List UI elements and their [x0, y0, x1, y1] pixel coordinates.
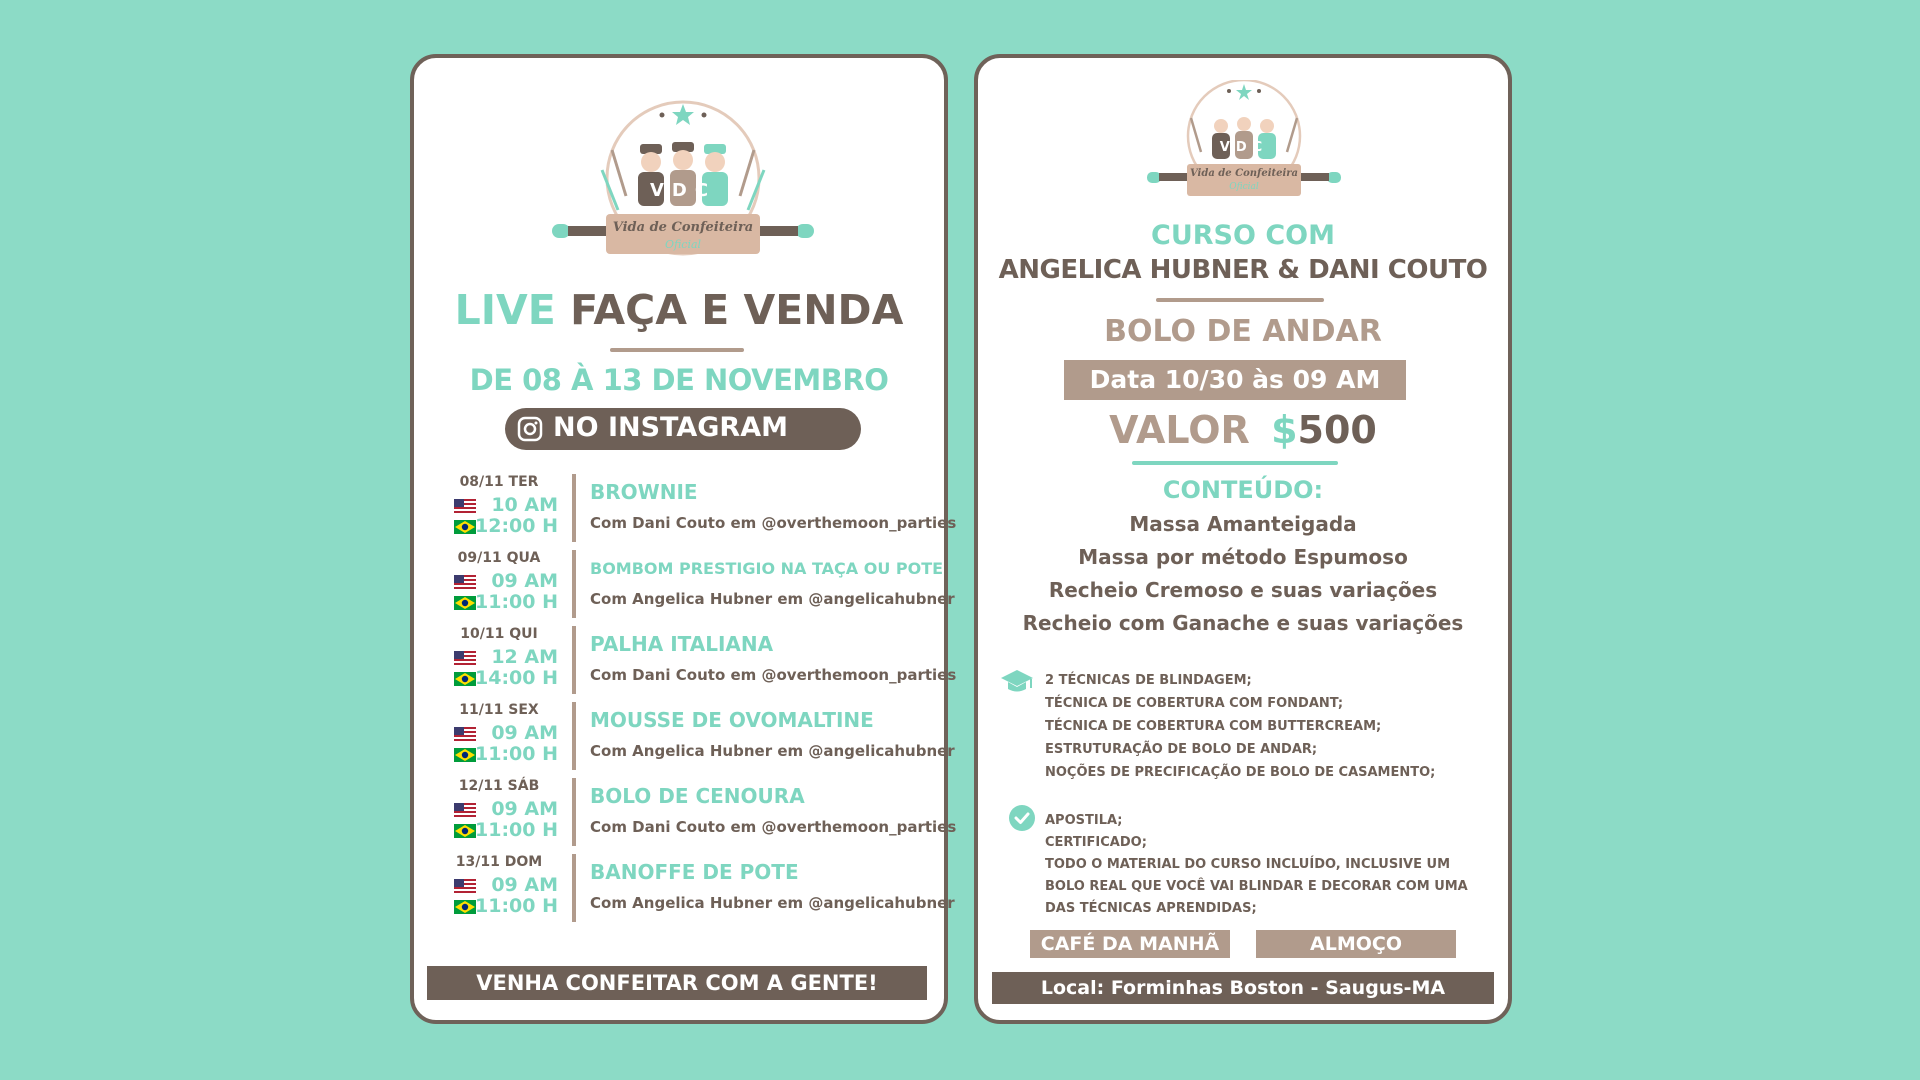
schedule-row: [434, 854, 955, 924]
meal-lunch-badge: ALMOÇO: [1256, 930, 1456, 958]
logo-brand-text: Vida de Confeiteira: [1189, 168, 1299, 179]
us-time-line: [454, 874, 564, 896]
live-title-live: LIVE: [454, 286, 556, 334]
us-time: 10 AM: [491, 494, 558, 516]
graduation-cap-icon: [1000, 668, 1034, 698]
us-time-line: [454, 798, 564, 820]
us-time-line: [454, 646, 564, 668]
schedule-row: [434, 778, 957, 848]
us-time: 09 AM: [491, 874, 558, 896]
course-name: BOLO DE ANDAR: [1104, 314, 1382, 349]
instagram-icon: [517, 416, 543, 446]
include-item: CERTIFICADO;: [1045, 835, 1147, 850]
br-time: 11:00 H: [475, 743, 558, 765]
schedule-date: 10/11 QUI: [460, 626, 538, 642]
class-title: MOUSSE DE OVOMALTINE: [590, 708, 874, 732]
class-title: BROWNIE: [590, 480, 698, 504]
meal-breakfast-badge: CAFÉ DA MANHÃ: [1030, 930, 1230, 958]
schedule-divider: [572, 702, 576, 770]
us-time-line: [454, 722, 564, 744]
technique-item: TÉCNICA DE COBERTURA COM BUTTERCREAM;: [1045, 719, 1382, 734]
br-flag-icon: [454, 747, 476, 761]
techniques-list: [1045, 669, 1435, 784]
br-flag-icon: [454, 823, 476, 837]
us-flag-icon: [454, 574, 476, 588]
schedule-row: [434, 474, 957, 544]
us-time: 12 AM: [491, 646, 558, 668]
schedule-date: 11/11 SEX: [459, 702, 539, 718]
technique-item: TÉCNICA DE COBERTURA COM FONDANT;: [1045, 696, 1344, 711]
content-item: Massa por método Espumoso: [1078, 545, 1408, 569]
us-time: 09 AM: [491, 798, 558, 820]
technique-item: 2 TÉCNICAS DE BLINDAGEM;: [1045, 673, 1252, 688]
br-time-line: [454, 591, 564, 613]
us-time-line: [454, 494, 564, 516]
us-flag-icon: [454, 498, 476, 512]
includes-list: [1045, 810, 1468, 920]
schedule-date: 12/11 SÁB: [458, 778, 540, 794]
instagram-label: NO INSTAGRAM: [553, 412, 788, 443]
br-time: 12:00 H: [475, 515, 558, 537]
brand-logo: [1147, 80, 1341, 200]
include-item: BOLO REAL QUE VOCÊ VAI BLINDAR E DECORAR COM UMA: [1045, 879, 1468, 894]
price-currency: $: [1271, 408, 1298, 452]
course-date-badge: Data 10/30 às 09 AM: [1064, 360, 1406, 400]
content-item: Massa Amanteigada: [1129, 512, 1357, 536]
left-footer-banner: VENHA CONFEITAR COM A GENTE!: [427, 966, 927, 1000]
schedule-date: 13/11 DOM: [455, 854, 543, 870]
technique-item: NOÇÕES DE PRECIFICAÇÃO DE BOLO DE CASAMENTO;: [1045, 765, 1436, 780]
br-time-line: [454, 743, 564, 765]
schedule-date: 08/11 TER: [459, 474, 539, 490]
brand-logo: [552, 100, 814, 260]
live-flyer-card: [410, 54, 957, 1024]
include-item: TODO O MATERIAL DO CURSO INCLUÍDO, INCLUSIVE UM: [1045, 857, 1451, 872]
us-time: 09 AM: [491, 570, 558, 592]
check-circle-icon: [1008, 804, 1036, 836]
logo-initials: VDC: [1219, 140, 1269, 155]
class-host: Com Angelica Hubner em @angelicahubner: [590, 742, 955, 760]
price-line: [978, 408, 1508, 452]
us-flag-icon: [454, 726, 476, 740]
content-heading: CONTEÚDO:: [1162, 476, 1324, 504]
content-list: [978, 508, 1508, 640]
technique-item: ESTRUTURAÇÃO DE BOLO DE ANDAR;: [1045, 742, 1318, 757]
logo-initials: VDC: [649, 180, 717, 201]
br-time: 11:00 H: [475, 819, 558, 841]
title-divider: [610, 348, 744, 352]
schedule-divider: [572, 854, 576, 922]
class-host: Com Dani Couto em @overthemoon_parties: [590, 818, 957, 836]
class-title: BOLO DE CENOURA: [590, 784, 805, 808]
logo-sub-text: Oficial: [664, 238, 702, 251]
br-flag-icon: [454, 671, 476, 685]
schedule-date: 09/11 QUA: [457, 550, 541, 566]
schedule-divider: [572, 626, 576, 694]
us-time-line: [454, 570, 564, 592]
class-host: Com Dani Couto em @overthemoon_parties: [590, 514, 957, 532]
schedule-row: [434, 550, 955, 620]
br-time-line: [454, 667, 564, 689]
instagram-pill[interactable]: [505, 408, 861, 450]
us-flag-icon: [454, 802, 476, 816]
class-title: BANOFFE DE POTE: [590, 860, 799, 884]
curso-com-label: CURSO COM: [1151, 220, 1335, 251]
us-time: 09 AM: [491, 722, 558, 744]
schedule-divider: [572, 550, 576, 618]
content-item: Recheio com Ganache e suas variações: [1022, 611, 1464, 635]
schedule-row: [434, 626, 957, 696]
br-time-line: [454, 819, 564, 841]
class-title: PALHA ITALIANA: [590, 632, 774, 656]
br-time-line: [454, 515, 564, 537]
class-title: BOMBOM PRESTIGIO NA TAÇA OU POTE: [590, 559, 944, 578]
price-divider: [1132, 461, 1338, 465]
price-amount: 500: [1297, 408, 1377, 452]
course-flyer-card: [974, 54, 1512, 1024]
include-item: APOSTILA;: [1045, 813, 1123, 828]
br-time-line: [454, 895, 564, 917]
class-host: Com Angelica Hubner em @angelicahubner: [590, 590, 955, 608]
live-title-rest: FAÇA E VENDA: [570, 286, 904, 334]
price-label: VALOR: [1109, 408, 1250, 452]
br-time: 11:00 H: [475, 591, 558, 613]
br-time: 11:00 H: [475, 895, 558, 917]
schedule-divider: [572, 778, 576, 846]
live-title: [414, 286, 944, 334]
us-flag-icon: [454, 878, 476, 892]
instructors-heading: ANGELICA HUBNER & DANI COUTO: [998, 255, 1488, 285]
br-flag-icon: [454, 899, 476, 913]
logo-sub-text: Oficial: [1229, 182, 1259, 192]
content-item: Recheio Cremoso e suas variações: [1048, 578, 1438, 602]
class-host: Com Angelica Hubner em @angelicahubner: [590, 894, 955, 912]
class-host: Com Dani Couto em @overthemoon_parties: [590, 666, 957, 684]
br-time: 14:00 H: [475, 667, 558, 689]
schedule-divider: [572, 474, 576, 542]
br-flag-icon: [454, 519, 476, 533]
logo-brand-text: Vida de Confeiteira: [612, 220, 754, 235]
instructors-divider: [1156, 298, 1324, 302]
us-flag-icon: [454, 650, 476, 664]
include-item: DAS TÉCNICAS APRENDIDAS;: [1045, 901, 1257, 916]
br-flag-icon: [454, 595, 476, 609]
location-banner: Local: Forminhas Boston - Saugus-MA: [992, 972, 1494, 1004]
date-range: DE 08 À 13 DE NOVEMBRO: [469, 363, 889, 397]
schedule-row: [434, 702, 955, 772]
